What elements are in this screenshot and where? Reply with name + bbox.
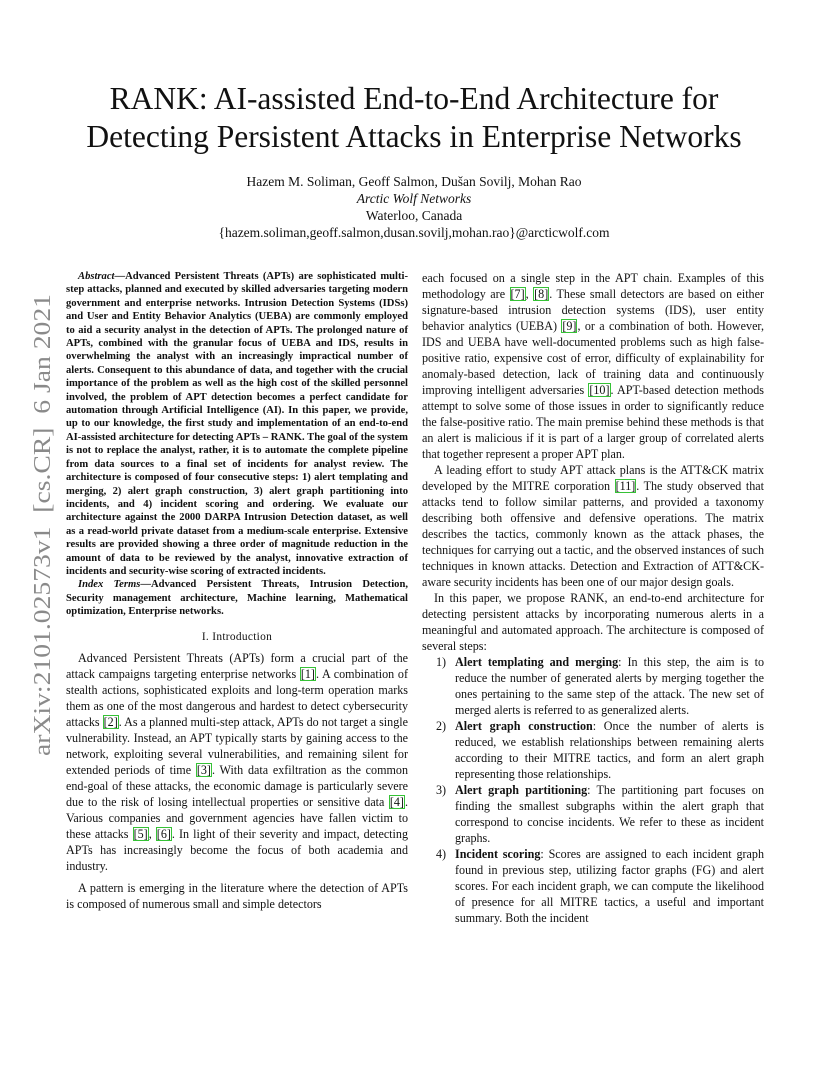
citation-link[interactable]: [1] <box>300 666 315 681</box>
citation-link[interactable]: [3] <box>196 762 211 777</box>
citation-link[interactable]: [2] <box>103 714 118 729</box>
right-column <box>422 270 764 926</box>
arxiv-identifier-svg <box>14 292 64 760</box>
list-item-text: : Scores are assigned to each incident graph found in previous step, utilizing factor graphs (FG) and alert scores. For each incident graph, we can compute the likelihood of presence for all MITRE tactics, a useful and important summary. Both the incident <box>455 847 764 925</box>
index-terms <box>66 578 408 618</box>
list-item <box>422 846 764 926</box>
list-item <box>422 782 764 846</box>
list-item-text: : In this step, the aim is to reduce the number of generated alerts by merging together the ones pertaining to the same step of the attack. The new set of merged alerts is referred to as generalized alerts. <box>455 655 764 717</box>
left-column <box>66 270 408 912</box>
list-number: 2) <box>436 719 447 733</box>
intro-paragraph-3 <box>422 270 764 462</box>
text-run: . With data exfiltration as the common end-goal of these attacks, the economic damage is particularly severe due to the risk of losing intellectual properties or sensitive data <box>66 762 409 809</box>
citation-link[interactable]: [7] <box>510 287 525 301</box>
citation-link[interactable]: [10] <box>589 383 610 397</box>
list-item-text: : The partitioning part focuses on finding the smallest subgraphs within the alert graph that correspond to concise incidents. We refer to these as incident graphs. <box>455 783 764 845</box>
intro-paragraph-5: In this paper, we propose RANK, an end-to-end architecture for detecting persistent attacks by incorporating numerous alerts in a meaningful and automated approach. The architecture is composed of several steps: <box>422 591 764 653</box>
intro-paragraph-1 <box>66 650 408 874</box>
citation-link[interactable]: [6] <box>156 826 171 841</box>
text-run: , <box>148 826 156 841</box>
text-run: A leading effort to study APT attack plans is the ATT&CK matrix developed by the MITRE corporation <box>422 463 764 493</box>
section-heading-introduction: I. Introduction <box>201 630 273 643</box>
citation-link[interactable]: [9] <box>562 319 577 333</box>
text-run: . APT-based detection methods attempt to solve some of those issues in order to significantly reduce the false-positive ratio. The main premise behind these methods is that an alert is malicious if it is part of a larger group of correlated alerts that together represent a proper APT plan. <box>422 383 765 461</box>
paper-title-line-1: RANK: AI-assisted End-to-End Architecture for <box>109 81 719 116</box>
list-number: 3) <box>436 783 447 797</box>
text-run: Advanced Persistent Threats (APTs) form a crucial part of the attack campaigns targeting enterprise networks <box>66 650 408 681</box>
list-item-title: Alert graph construction <box>455 719 593 733</box>
list-item-title: Incident scoring <box>455 847 541 861</box>
text-run: . In light of their severity and impact, detecting APTs has increasingly become the focus of both academia and industry. <box>66 826 409 873</box>
text-run: . These small detectors are based on either signature-based intrusion detection systems (IDS), user entity behavior analytics (UEBA) <box>422 287 764 333</box>
text-run: . The study observed that attacks tend to follow similar patterns, and provided a taxonomy describing both offensive and defensive operations. The matrix describes the tactics, commonly known as the attack phases, the techniques for carrying out a tactic, and the observed instances of such techniques in known attacks. Detection and Extraction of ATT&CK-aware security incidents has been one of our major design goals. <box>422 479 764 589</box>
abstract <box>66 270 408 578</box>
intro-paragraph-2: A pattern is emerging in the literature where the detection of APTs is composed of numerous small and simple detectors <box>66 880 408 911</box>
author-block <box>0 173 828 241</box>
author-names: Hazem M. Soliman, Geoff Salmon, Dušan Sovilj, Mohan Rao <box>246 174 582 189</box>
author-location: Waterloo, Canada <box>365 208 463 223</box>
arxiv-identifier-stamp <box>14 292 64 760</box>
text-run: each focused on a single step in the APT chain. Examples of this methodology are <box>422 271 764 301</box>
list-item-title: Alert templating and merging <box>455 655 619 669</box>
citation-link[interactable]: [8] <box>534 287 549 301</box>
author-affiliation: Arctic Wolf Networks <box>356 191 472 206</box>
arxiv-identifier-text: arXiv:2101.02573v1 [cs.CR] 6 Jan 2021 <box>29 346 56 756</box>
text-run: . A combination of stealth actions, sophisticated exploits and long-term operation marks them as one of the most dangerous and hardest to detect cybersecurity attacks <box>66 666 408 729</box>
list-item <box>422 654 764 718</box>
list-item-text: : Once the number of alerts is reduced, we establish relationships between remaining alerts according to their MITRE tactics, and form an alert graph representing those relationships. <box>455 719 764 781</box>
citation-link[interactable]: [11] <box>615 479 636 493</box>
citation-link[interactable]: [5] <box>133 826 148 841</box>
text-run: , or a combination of both. However, IDS and UEBA have well-documented problems such as high false-positive ratio, expensive cost of error, difficulty of explainability for anomaly-based detection, lack of training data and continuously improving intelligent adversaries <box>422 319 765 397</box>
index-terms-body: —Advanced Persistent Threats, Intrusion Detection, Security management architecture, Machine learning, Mathematical optimization, Enterprise networks. <box>66 579 408 618</box>
paper-title <box>0 80 828 156</box>
list-item-title: Alert graph partitioning <box>455 783 588 797</box>
text-run: . Various companies and government agencies have fallen victim to these attacks <box>66 794 408 841</box>
abstract-body: —Advanced Persistent Threats (APTs) are sophisticated multi-step attacks, planned and executed by skilled adversaries targeting modern government and enterprise networks. Intrusion Detection Systems (IDSs) and User and Entity Behavior Analytics (UEBA) are commonly employed to aid a security analyst in the detection of APTs. The prolonged nature of APTs, combined with the granular focus of UEBA and IDS, results in overwhelming the analyst with an increasingly impractical number of alerts. Consequent to this abundance of data, and together with the crucial importance of the problem as well as the high cost of the skilled personnel involved, the problem of APT detection becomes a perfect candidate for automation through Artificial Intelligence (AI). In this paper, we provide, up to our knowledge, the first study and implementation of an end-to-end AI-assisted architecture for detecting APTs – RANK. The goal of the system is not to replace the analyst, rather, it is to automate the complete pipeline from data sources to a final set of incidents for analyst review. The architecture is composed of four consecutive steps: 1) alert templating and merging, 2) alert graph construction, 3) alert graph partitioning into incidents, and 4) incident scoring and ordering. We evaluate our architecture against the 2000 DARPA Intrusion Detection dataset, as well as a read-world private dataset from a medium-scale enterprise. Extensive results are provided showing a three order of magnitude reduction in the amount of data to be reviewed by the analyst, innovative extraction of incidents and security-wise scoring of extracted incidents. <box>66 271 408 577</box>
list-item <box>422 718 764 782</box>
citation-link[interactable]: [4] <box>389 794 404 809</box>
list-number: 4) <box>436 847 447 861</box>
list-number: 1) <box>436 655 447 669</box>
text-run: , <box>525 287 534 301</box>
intro-paragraph-4 <box>422 462 764 590</box>
architecture-steps-list <box>422 654 764 926</box>
abstract-label: Abstract <box>78 271 115 282</box>
text-run: . As a planned multi-step attack, APTs do not target a single vulnerability. Instead, an APT typically starts by gaining access to the network, exploiting several vulnerabilities, and remaining silent for extended periods of time <box>66 714 408 777</box>
paper-title-line-2: Detecting Persistent Attacks in Enterprise Networks <box>86 119 742 154</box>
index-terms-label: Index Terms <box>78 579 141 591</box>
author-email: {hazem.soliman,geoff.salmon,dusan.sovilj,mohan.rao}@arcticwolf.com <box>218 225 610 240</box>
